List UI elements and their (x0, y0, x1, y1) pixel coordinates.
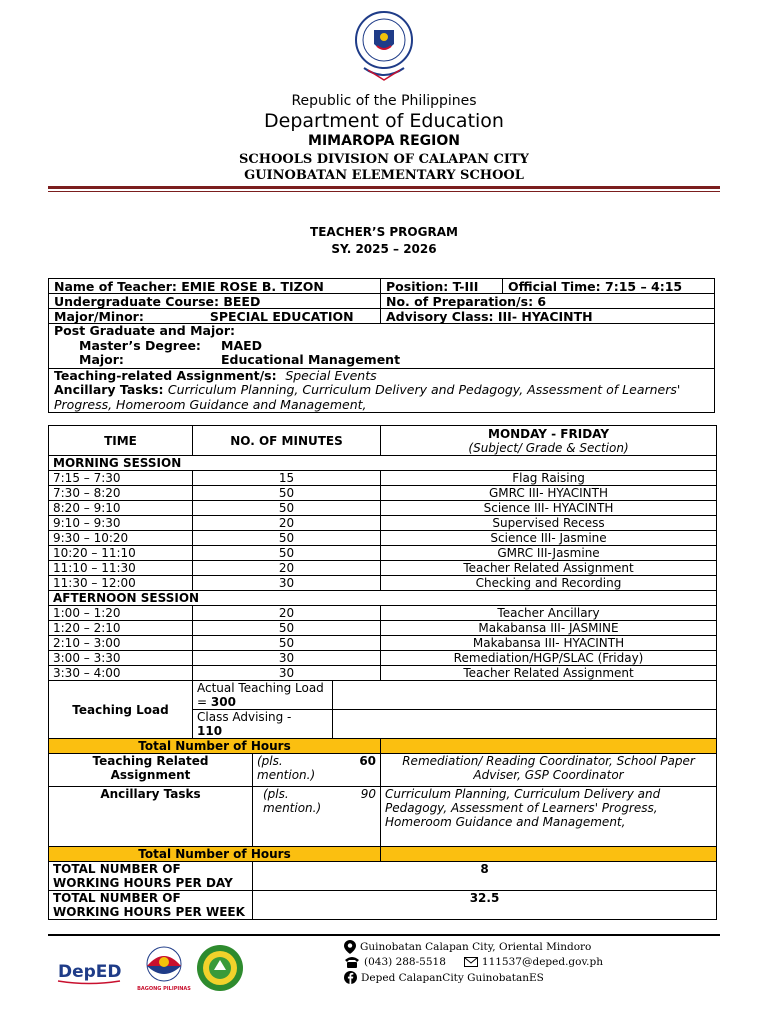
ancillary-description: Curriculum Planning, Curriculum Delivery and Pedagogy, Assessment of Learners' Progress, Homeroom Guidance and Management, (381, 787, 717, 847)
morning-session-label: MORNING SESSION (49, 456, 717, 471)
facebook-icon (344, 971, 357, 984)
hours-per-week-value: 32.5 (253, 891, 717, 920)
republic-heading: Republic of the Philippines (291, 93, 477, 109)
ancillary-mention: (pls. mention.) (253, 787, 333, 847)
teaching-load-label: Teaching Load (49, 681, 193, 739)
schedule-subject: Checking and Recording (381, 576, 717, 591)
department-heading: Department of Education (264, 110, 504, 132)
teacher-info-box (48, 278, 715, 413)
header-divider (48, 186, 720, 189)
teaching-related-value: Special Events (285, 367, 377, 383)
schedule-minutes: 30 (193, 651, 381, 666)
schedule-time: 3:30 – 4:00 (49, 666, 193, 681)
total-hours-label: Total Number of Hours (49, 739, 381, 754)
schedule-minutes: 50 (193, 546, 381, 561)
schedule-minutes: 50 (193, 621, 381, 636)
col-days-title: MONDAY - FRIDAY (488, 426, 610, 441)
schedule-row (49, 531, 717, 546)
schedule-subject: Science III- HYACINTH (381, 501, 717, 516)
address-text: Guinobatan Calapan City, Oriental Mindoro (360, 941, 592, 953)
location-pin-icon (344, 940, 356, 954)
schedule-row (49, 666, 717, 681)
official-time: Official Time: 7:15 – 4:15 (502, 279, 714, 293)
contact-facebook (344, 971, 544, 984)
schedule-minutes: 20 (193, 561, 381, 576)
class-advising (193, 710, 333, 739)
schedule-subject: Teacher Related Assignment (381, 666, 717, 681)
major-minor (49, 309, 380, 323)
schedule-row (49, 621, 717, 636)
schedule-time: 1:00 – 1:20 (49, 606, 193, 621)
major-minor-value: SPECIAL EDUCATION (209, 309, 354, 324)
schedule-time: 1:20 – 2:10 (49, 621, 193, 636)
total-hours-empty-cell-2 (381, 847, 717, 862)
schedule-time: 11:10 – 11:30 (49, 561, 193, 576)
footer-divider (48, 934, 720, 936)
schedule-subject: Teacher Related Assignment (381, 561, 717, 576)
afternoon-session-label: AFTERNOON SESSION (49, 591, 717, 606)
schedule-row (49, 516, 717, 531)
schedule-subject: Flag Raising (381, 471, 717, 486)
tra-description: Remediation/ Reading Coordinator, School Paper Adviser, GSP Coordinator (381, 754, 717, 787)
ancillary-tasks-label: Ancillary Tasks (49, 787, 253, 847)
schedule-minutes: 50 (193, 636, 381, 651)
col-time-header: TIME (49, 426, 193, 456)
schedule-time: 10:20 – 11:10 (49, 546, 193, 561)
actual-load-empty-cell (333, 681, 717, 710)
schedule-row (49, 576, 717, 591)
schedule-subject: GMRC III- HYACINTH (381, 486, 717, 501)
school-logo (196, 944, 244, 992)
col-days-subtitle: (Subject/ Grade & Section) (468, 440, 629, 455)
schedule-time: 7:15 – 7:30 (49, 471, 193, 486)
division-heading: SCHOOLS DIVISION OF CALAPAN CITY (239, 152, 529, 167)
schedule-minutes: 30 (193, 576, 381, 591)
schedule-row (49, 546, 717, 561)
schedule-table (48, 425, 717, 920)
schedule-subject: Supervised Recess (381, 516, 717, 531)
email-text[interactable]: 111537@deped.gov.ph (481, 956, 603, 968)
hours-per-day-value: 8 (253, 862, 717, 891)
hours-per-week-label: TOTAL NUMBER OF WORKING HOURS PER WEEK (49, 891, 253, 920)
ancillary-minutes: 90 (333, 787, 381, 847)
schedule-row (49, 606, 717, 621)
ancillary-value: Curriculum Planning, Curriculum Delivery and Pedagogy, Assessment of Learners' Progress, Homeroom Guidance and Management, (54, 382, 681, 412)
schedule-row (49, 561, 717, 576)
contact-phone-email (344, 956, 603, 968)
deped-logo (56, 955, 122, 987)
advisory-class: Advisory Class: III- HYACINTH (380, 309, 714, 323)
schedule-time: 11:30 – 12:00 (49, 576, 193, 591)
schedule-minutes: 20 (193, 606, 381, 621)
teaching-related-row (49, 369, 714, 413)
actual-teaching-load (193, 681, 333, 710)
schedule-minutes: 50 (193, 501, 381, 516)
phone-text: (043) 288-5518 (364, 956, 446, 968)
hours-per-day-label: TOTAL NUMBER OF WORKING HOURS PER DAY (49, 862, 253, 891)
schedule-subject: Teacher Ancillary (381, 606, 717, 621)
schedule-row (49, 636, 717, 651)
bp-logo-text: BAGONG PILIPINAS (137, 986, 191, 992)
total-hours-empty-cell (381, 739, 717, 754)
actual-value: 300 (210, 695, 236, 709)
schedule-subject: Makabansa III- JASMINE (381, 621, 717, 636)
schedule-row (49, 501, 717, 516)
schedule-time: 9:30 – 10:20 (49, 531, 193, 546)
major-minor-label: Major/Minor: (54, 309, 144, 324)
preparations: No. of Preparation/s: 6 (380, 294, 714, 308)
masters-value: MAED (221, 337, 263, 353)
email-icon (464, 957, 478, 967)
tra-mention: (pls. mention.) (253, 754, 333, 787)
advising-value: 110 (197, 724, 223, 738)
table-header-row (49, 426, 717, 456)
schedule-minutes: 30 (193, 666, 381, 681)
program-title: TEACHER’S PROGRAM (310, 225, 458, 239)
contact-address (344, 940, 591, 954)
col-minutes-header: NO. OF MINUTES (193, 426, 381, 456)
bagong-pilipinas-logo (134, 944, 194, 992)
teaching-related-label: Teaching-related Assignment/s: (54, 367, 277, 383)
actual-label: Actual Teaching Load = (197, 681, 324, 709)
header-divider-thin (48, 191, 720, 192)
ancillary-label: Ancillary Tasks: (54, 382, 164, 397)
schedule-row (49, 471, 717, 486)
school-year: SY. 2025 – 2026 (331, 242, 437, 256)
major2-line (49, 353, 714, 368)
deped-logo-text: DepED (58, 962, 122, 982)
schedule-row (49, 486, 717, 501)
undergraduate-course: Undergraduate Course: BEED (54, 294, 261, 309)
facebook-text[interactable]: Deped CalapanCity GuinobatanES (361, 971, 544, 984)
major2-value: Educational Management (221, 352, 401, 367)
schedule-minutes: 15 (193, 471, 381, 486)
deped-seal-logo (354, 10, 414, 86)
tra-label: Teaching Related Assignment (49, 754, 253, 787)
teacher-position: Position: T-III (380, 279, 502, 293)
schedule-row (49, 651, 717, 666)
total-hours-label-2: Total Number of Hours (49, 847, 381, 862)
schedule-subject: Makabansa III- HYACINTH (381, 636, 717, 651)
major2-label: Major: (79, 352, 124, 367)
col-days-header (381, 426, 717, 456)
schedule-minutes: 50 (193, 531, 381, 546)
teacher-name: Name of Teacher: EMIE ROSE B. TIZON (54, 279, 324, 294)
school-heading: GUINOBATAN ELEMENTARY SCHOOL (244, 168, 524, 183)
schedule-subject: Remediation/HGP/SLAC (Friday) (381, 651, 717, 666)
schedule-time: 7:30 – 8:20 (49, 486, 193, 501)
schedule-minutes: 20 (193, 516, 381, 531)
region-heading: MIMAROPA REGION (308, 133, 460, 149)
schedule-time: 9:10 – 9:30 (49, 516, 193, 531)
phone-icon (344, 956, 360, 968)
advising-label: Class Advising - (197, 710, 292, 724)
schedule-subject: GMRC III-Jasmine (381, 546, 717, 561)
postgrad-label: Post Graduate and Major: (54, 323, 236, 338)
advising-empty-cell (333, 710, 717, 739)
schedule-time: 2:10 – 3:00 (49, 636, 193, 651)
masters-line (49, 339, 714, 354)
schedule-minutes: 50 (193, 486, 381, 501)
masters-label: Master’s Degree: (79, 337, 201, 353)
schedule-time: 8:20 – 9:10 (49, 501, 193, 516)
postgrad-block (49, 324, 714, 369)
schedule-subject: Science III- Jasmine (381, 531, 717, 546)
tra-minutes: 60 (333, 754, 381, 787)
schedule-time: 3:00 – 3:30 (49, 651, 193, 666)
